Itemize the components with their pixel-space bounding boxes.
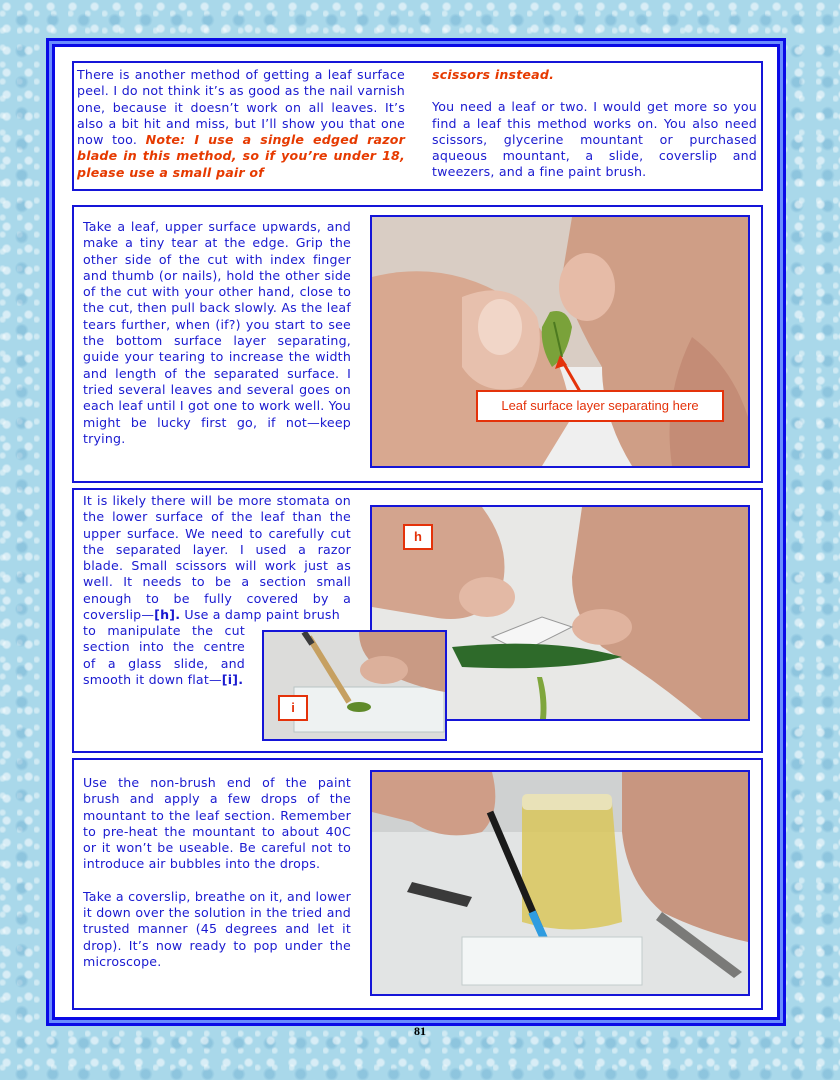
- brush-on-slide-photo: [262, 630, 447, 741]
- step3-text: [83, 775, 351, 970]
- under-18-note-end: scissors instead.: [432, 67, 555, 82]
- photo-tag-h: h: [403, 524, 433, 550]
- brush-on-slide-image: [264, 632, 445, 739]
- step1-text: Take a leaf, upper surface upwards, and make a tiny tear at the edge. Grip the other side of the cut with index finger and thumb (or nails), hold the other side of the cut with your other hand, close to the cut, then pull back slowly. As the leaf tears further, when (if?) you start to see the bottom surface layer separating, guide your tearing to increase the width and length of the separated surface. I tried several leaves and several goes on each leaf until I got one to work well. You might be lucky first go, if not—keep trying.: [83, 219, 351, 446]
- step2-text-a: It is likely there will be more stomata on the lower surface of the leaf than the upper surface. We need to carefully cut the separated layer. I used a razor blade. Small scissors will work just as well. It needs to be a section small enough to be fully covered by a coverslip—: [83, 493, 351, 623]
- photo-tag-i: i: [278, 695, 308, 721]
- intro-text: There is another method of getting a leaf surface peel. I do not think it’s as good as the nail varnish one, because it doesn’t work on all leaves. It’s also a bit hit and miss, but I’ll show you that one now too.: [77, 67, 405, 148]
- page-number: 81: [414, 1024, 426, 1038]
- step3-para2: Take a coverslip, breathe on it, and lower it down over the solution in the tried and trusted manner (45 degrees and let it drop). It’s now ready to pop under the microscope.: [83, 888, 351, 969]
- pointer-arrow: [372, 217, 748, 466]
- step2-text-b: Use a damp paint brush: [180, 607, 340, 623]
- intro-col2: [432, 67, 757, 181]
- materials-text: You need a leaf or two. I would get more so you find a leaf this method works on. You also need scissors, glycerine mountant or purchased aqueous mountant, a slide, coverslip and tweezers, and a fine paint brush.: [432, 99, 757, 180]
- ref-i: [i].: [221, 671, 244, 687]
- intro-col1: [77, 67, 405, 181]
- under-18-note: Note: I use a single edged razor blade in this method, so if you’re under 18, please use a small pair of: [77, 132, 405, 180]
- mountant-photo: [370, 770, 750, 996]
- mountant-image: [372, 772, 748, 994]
- leaf-separating-label: Leaf surface layer separating here: [476, 390, 724, 422]
- leaf-tearing-photo: [370, 215, 750, 468]
- ref-h: [h].: [154, 607, 181, 623]
- step2-text-top: [83, 493, 351, 623]
- step3-para1: Use the non-brush end of the paint brush and apply a few drops of the mountant to the leaf section. Remember to pre-heat the mountant to about 40C or it won’t be useable. Be careful not to introduce air bubbles into the drops.: [83, 775, 351, 872]
- step2-text-bottom: [83, 623, 245, 688]
- step2-text-c: to manipulate the cut section into the centre of a glass slide, and smooth it down flat—: [83, 623, 245, 687]
